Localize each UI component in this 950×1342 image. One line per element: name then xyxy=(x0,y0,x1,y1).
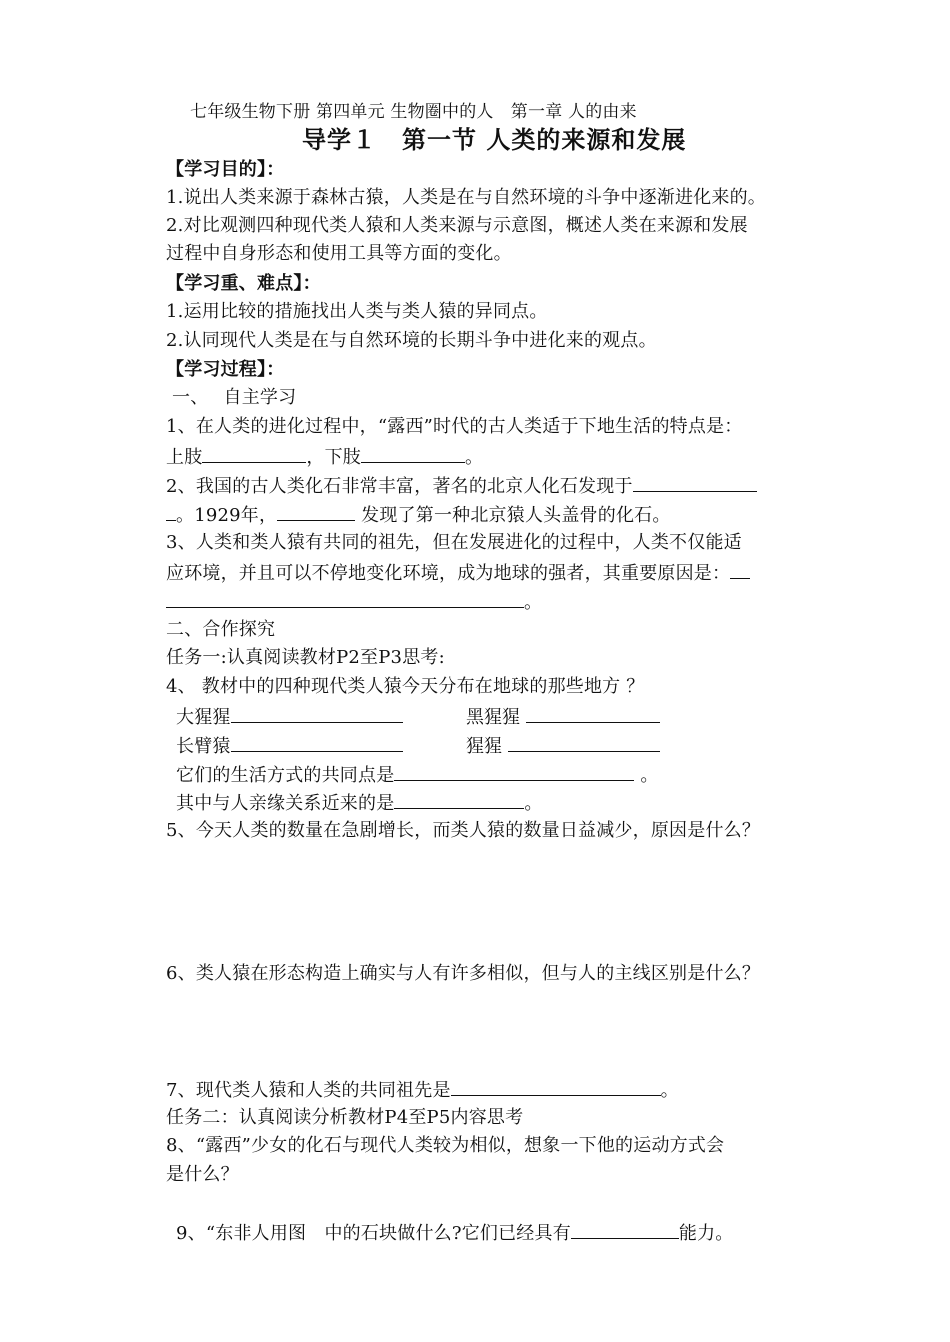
ape-orangutan-row xyxy=(466,733,660,759)
process-heading: 【学习过程】： xyxy=(166,359,285,380)
common-lifestyle-row xyxy=(176,762,659,788)
objective-item: 2.对比观测四种现代类人猿和人类来源与示意图，概述人类在来源和发展 xyxy=(166,215,748,236)
ape-gorilla-row xyxy=(176,704,403,730)
q3-reason-blank[interactable] xyxy=(730,560,750,579)
q1-upper-label: 上肢 xyxy=(166,447,203,468)
question-5-text: 5、今天人类的数量在急剧增长，而类人猿的数量日益减少，原因是什么？ xyxy=(166,820,761,841)
q9-text: 9、“东非人用图 中的石块做什么?它们已经具有 xyxy=(176,1223,571,1244)
ape-gibbon-blank[interactable] xyxy=(231,733,403,752)
ape-chimp-blank[interactable] xyxy=(526,704,660,723)
question-3-line2 xyxy=(166,560,750,586)
ape-gorilla-blank[interactable] xyxy=(231,704,403,723)
q2-year-text: 。1929年， xyxy=(176,505,278,526)
ape-gibbon-label: 长臂猿 xyxy=(176,736,231,757)
ape-chimp-label: 黑猩猩 xyxy=(466,707,526,728)
objectives-heading: 【学习目的】： xyxy=(166,159,285,180)
q3-reason-blank-cont[interactable] xyxy=(166,589,524,608)
breadcrumb: 七年级生物下册 第四单元 生物圈中的人 第一章 人的由来 xyxy=(190,102,637,122)
key-point-item: 2.认同现代人类是在与自然环境的长期斗争中进化来的观点。 xyxy=(166,330,657,351)
q2-location-blank-cont[interactable] xyxy=(166,502,176,521)
q2-location-blank[interactable] xyxy=(633,473,757,492)
q2-text: 2、我国的古人类化石非常丰富，著名的北京人化石发现于 xyxy=(166,476,633,497)
closest-relative-label: 其中与人亲缘关系近来的是 xyxy=(176,793,395,814)
q7-end: 。 xyxy=(660,1080,679,1101)
objective-item: 过程中自身形态和使用工具等方面的变化。 xyxy=(166,243,512,264)
ape-gorilla-label: 大猩猩 xyxy=(176,707,231,728)
ape-gibbon-row xyxy=(176,733,403,759)
q2-rest: 发现了第一种北京猿人头盖骨的化石。 xyxy=(355,505,671,526)
q1-lower-label: ，下肢 xyxy=(306,447,362,468)
part1-title: 一、 自主学习 xyxy=(172,387,297,408)
q7-text: 7、现代类人猿和人类的共同祖先是 xyxy=(166,1080,451,1101)
question-8-line2: 是什么？ xyxy=(166,1164,239,1185)
question-7-row xyxy=(166,1077,679,1103)
q7-ancestor-blank[interactable] xyxy=(451,1077,661,1096)
question-9-row xyxy=(176,1220,734,1246)
part2-title: 二、合作探究 xyxy=(166,619,276,640)
key-points-heading: 【学习重、难点】： xyxy=(166,273,321,294)
q1-upper-blank[interactable] xyxy=(202,444,306,463)
question-1-text: 1、在人类的进化过程中，“露西”时代的古人类适于下地生活的特点是： xyxy=(166,416,743,437)
task-1: 任务一:认真阅读教材P2至P3思考: xyxy=(166,647,445,668)
ape-chimp-row xyxy=(466,704,660,730)
task-2: 任务二：认真阅读分析教材P4至P5内容思考 xyxy=(166,1107,524,1128)
key-point-item: 1.运用比较的措施找出人类与类人猿的异同点。 xyxy=(166,301,548,322)
ape-orangutan-blank[interactable] xyxy=(508,733,660,752)
common-lifestyle-label: 它们的生活方式的共同点是 xyxy=(176,765,395,786)
common-lifestyle-end: 。 xyxy=(634,765,659,786)
question-2-line2 xyxy=(166,502,671,528)
q2-person-blank[interactable] xyxy=(277,502,355,521)
question-3-text: 3、人类和类人猿有共同的祖先，但在发展进化的过程中，人类不仅能适 xyxy=(166,532,742,553)
page-title: 导学１ 第一节 人类的来源和发展 xyxy=(302,125,687,154)
closest-relative-blank[interactable] xyxy=(394,790,524,809)
ape-orangutan-label: 猩猩 xyxy=(466,736,508,757)
question-4-text: 4、 教材中的四种现代类人猿今天分布在地球的那些地方 ？ xyxy=(166,676,645,697)
q9-ability-blank[interactable] xyxy=(571,1220,679,1239)
q1-end: 。 xyxy=(465,447,484,468)
question-3-line3 xyxy=(166,589,542,615)
question-6-text: 6、类人猿在形态构造上确实与人有许多相似，但与人的主线区别是什么？ xyxy=(166,963,761,984)
question-8-text: 8、“露西”少女的化石与现代人类较为相似，想象一下他的运动方式会 xyxy=(166,1135,725,1156)
question-1-answer-line xyxy=(166,444,483,470)
q3-text: 应环境，并且可以不停地变化环境，成为地球的强者，其重要原因是： xyxy=(166,563,731,584)
objective-item: 1.说出人类来源于森林古猿，人类是在与自然环境的斗争中逐渐进化来的。 xyxy=(166,187,766,208)
q1-lower-blank[interactable] xyxy=(361,444,465,463)
question-2-text xyxy=(166,473,757,499)
q9-end: 能力。 xyxy=(678,1223,734,1244)
common-lifestyle-blank[interactable] xyxy=(394,762,634,781)
closest-relative-end: 。 xyxy=(524,793,543,814)
closest-relative-row xyxy=(176,790,543,816)
q3-end: 。 xyxy=(524,592,543,613)
